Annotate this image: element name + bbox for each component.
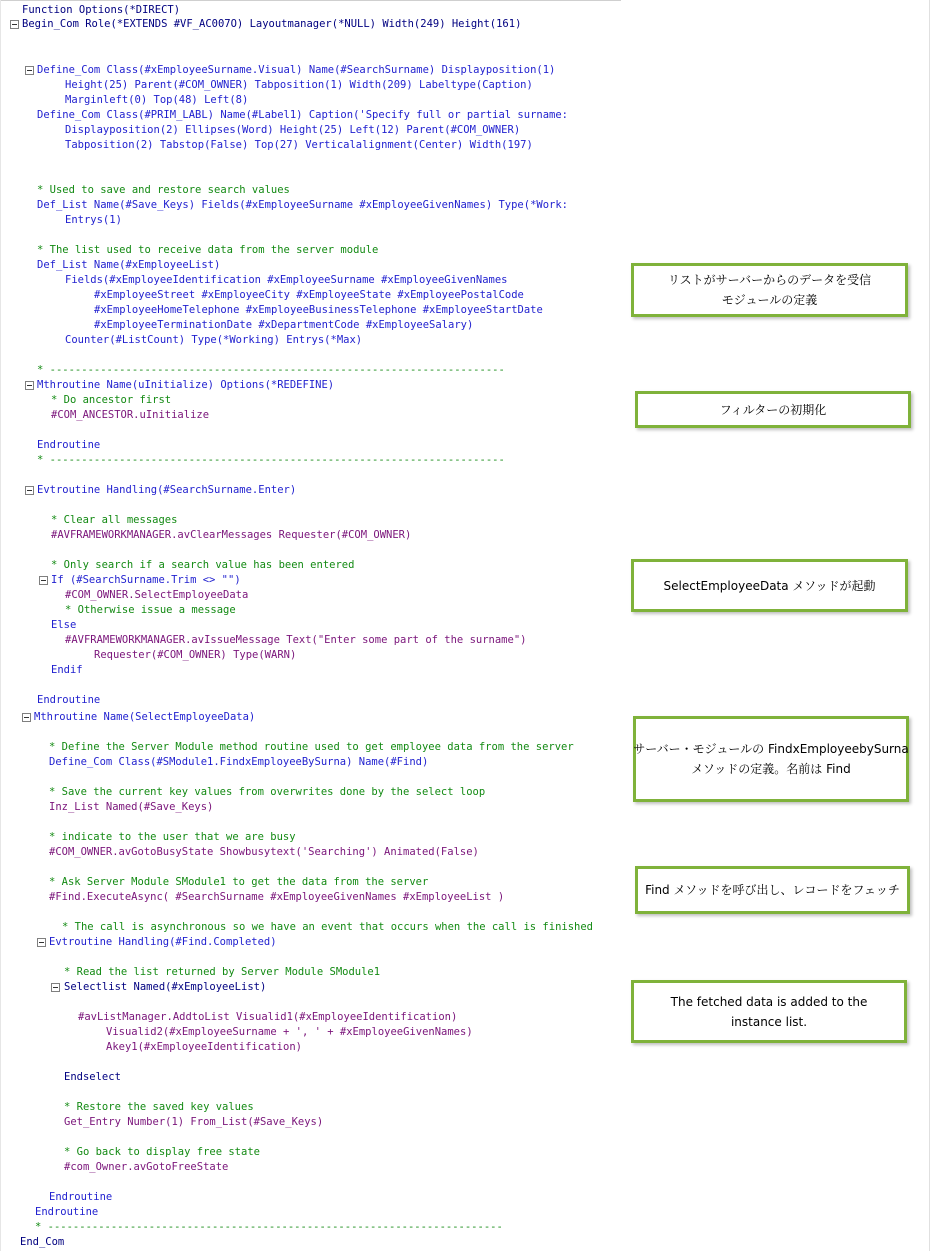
code-line[interactable] — [51, 663, 83, 678]
code-token: Fields(#xEmployeeIdentification #xEmployeeSurname #xEmployeeGivenNames — [65, 274, 508, 286]
collapse-toggle-icon[interactable] — [25, 66, 34, 75]
fold-gutter — [0, 0, 1, 1251]
code-line[interactable] — [64, 1100, 254, 1115]
code-line[interactable] — [37, 198, 568, 213]
code-line[interactable] — [65, 633, 526, 648]
collapse-toggle-icon[interactable] — [25, 381, 34, 390]
code-token: * Save the current key values from overwrites done by the select loop — [49, 786, 486, 798]
code-token: * ------------------------------------------------------------------------ — [37, 364, 505, 376]
code-line[interactable] — [49, 800, 213, 815]
code-line[interactable] — [65, 273, 508, 288]
collapse-toggle-icon[interactable] — [37, 938, 46, 947]
code-line[interactable] — [64, 1160, 228, 1175]
code-token: Mthroutine Name(uInitialize) Options(*REDEFINE) — [37, 379, 335, 391]
code-token: Akey1(#xEmployeeIdentification) — [106, 1041, 302, 1053]
code-line[interactable] — [22, 3, 180, 18]
code-line[interactable] — [65, 123, 520, 138]
code-line[interactable] — [51, 528, 411, 543]
code-token: Get_Entry Number(1) From_List(#Save_Keys) — [64, 1116, 324, 1128]
code-token: Marginleft(0) Top(48) Left(8) — [65, 94, 249, 106]
code-line[interactable] — [64, 965, 380, 980]
code-line[interactable] — [49, 935, 277, 950]
code-line[interactable] — [49, 830, 296, 845]
callout-find-method-definition — [633, 716, 909, 802]
code-line[interactable] — [65, 588, 248, 603]
code-token: * Restore the saved key values — [64, 1101, 254, 1113]
code-line[interactable] — [64, 980, 266, 995]
collapse-toggle-icon[interactable] — [10, 20, 19, 29]
code-line[interactable] — [37, 693, 100, 708]
code-token: * Used to save and restore search values — [37, 184, 290, 196]
code-token: #COM_OWNER.SelectEmployeeData — [65, 589, 249, 601]
code-token: If (#SearchSurname.Trim <> "") — [51, 574, 241, 586]
code-token: #xEmployeeStreet #xEmployeeCity #xEmployeeState #xEmployeePostalCode — [94, 289, 524, 301]
code-line[interactable] — [78, 1010, 457, 1025]
code-line[interactable] — [94, 303, 543, 318]
code-line[interactable] — [49, 755, 428, 770]
code-line[interactable] — [37, 63, 555, 78]
code-token: Evtroutine Handling(#Find.Completed) — [49, 936, 277, 948]
code-line[interactable] — [106, 1040, 302, 1055]
callout-text-line: リストがサーバーからのデータを受信 — [667, 273, 872, 287]
callout-text-line: モジュールの定義 — [721, 293, 818, 307]
code-token: * ------------------------------------------------------------------------ — [37, 454, 505, 466]
code-line[interactable] — [49, 1190, 112, 1205]
code-token: Evtroutine Handling(#SearchSurname.Enter) — [37, 484, 297, 496]
code-line[interactable] — [51, 408, 209, 423]
callout-text-line: instance list. — [730, 1014, 808, 1029]
code-token: Define_Com Class(#SModule1.FindxEmployeeBySurna) Name(#Find) — [49, 756, 429, 768]
callout-text-line: The fetched data is added to the — [670, 994, 868, 1009]
code-token: * Define the Server Module method routine used to get employee data from the server — [49, 741, 574, 753]
code-line[interactable] — [37, 183, 290, 198]
code-token: * Read the list returned by Server Module SModule1 — [64, 966, 381, 978]
code-token: #COM_ANCESTOR.uInitialize — [51, 409, 210, 421]
callout-filter-init — [635, 391, 911, 428]
code-line[interactable] — [37, 108, 568, 123]
code-token: #com_Owner.avGotoFreeState — [64, 1161, 229, 1173]
code-token: Tabposition(2) Tabstop(False) Top(27) Verticalalignment(Center) Width(197) — [65, 139, 533, 151]
code-line[interactable] — [51, 573, 241, 588]
callout-select-employee-data — [631, 559, 908, 612]
callout-text-line: メソッドの定義。名前は Find — [691, 762, 851, 776]
collapse-toggle-icon[interactable] — [25, 486, 34, 495]
code-token: Entrys(1) — [65, 214, 122, 226]
collapse-toggle-icon[interactable] — [51, 983, 60, 992]
code-line[interactable] — [35, 1205, 98, 1220]
code-token: Endselect — [64, 1071, 121, 1083]
code-token: Define_Com Class(#xEmployeeSurname.Visual) Name(#SearchSurname) Displayposition(1) — [37, 64, 556, 76]
code-line[interactable] — [34, 710, 255, 725]
code-token: * The list used to receive data from the server module — [37, 244, 379, 256]
code-line[interactable] — [49, 845, 479, 860]
code-line[interactable] — [37, 483, 296, 498]
code-line[interactable] — [94, 318, 473, 333]
code-line[interactable] — [22, 17, 521, 32]
code-token: #xEmployeeHomeTelephone #xEmployeeBusinessTelephone #xEmployeeStartDate — [94, 304, 543, 316]
code-line[interactable] — [65, 603, 236, 618]
code-token: #AVFRAMEWORKMANAGER.avIssueMessage Text("Enter some part of the surname") — [65, 634, 527, 646]
code-token: * ------------------------------------------------------------------------ — [35, 1221, 503, 1233]
code-token: Selectlist Named(#xEmployeeList) — [64, 981, 267, 993]
code-line[interactable] — [64, 1115, 323, 1130]
code-line[interactable] — [51, 513, 177, 528]
code-token: #xEmployeeTerminationDate #xDepartmentCode #xEmployeeSalary) — [94, 319, 474, 331]
code-line[interactable] — [37, 453, 505, 468]
code-line[interactable] — [37, 438, 100, 453]
code-line[interactable] — [51, 558, 354, 573]
code-token: Mthroutine Name(SelectEmployeeData) — [34, 711, 256, 723]
code-line[interactable] — [35, 1220, 503, 1235]
code-token: #COM_OWNER.avGotoBusyState Showbusytext('Searching') Animated(False) — [49, 846, 479, 858]
code-token: * Ask Server Module SModule1 to get the data from the server — [49, 876, 429, 888]
code-token: #Find.ExecuteAsync( #SearchSurname #xEmployeeGivenNames #xEmployeeList ) — [49, 891, 505, 903]
collapse-toggle-icon[interactable] — [22, 713, 31, 722]
code-token: Inz_List Named(#Save_Keys) — [49, 801, 214, 813]
code-token: * Otherwise issue a message — [65, 604, 236, 616]
code-line[interactable] — [65, 93, 248, 108]
code-line[interactable] — [65, 213, 122, 228]
callout-text-line: SelectEmployeeData メソッドが起動 — [663, 578, 876, 593]
code-token: * The call is asynchronous so we have an event that occurs when the call is finished — [62, 921, 594, 933]
callout-find-call — [635, 866, 910, 914]
code-token: * Only search if a search value has been entered — [51, 559, 355, 571]
code-token: * Clear all messages — [51, 514, 178, 526]
code-token: * Do ancestor first — [51, 394, 172, 406]
code-token: #AVFRAMEWORKMANAGER.avClearMessages Requester(#COM_OWNER) — [51, 529, 412, 541]
code-line[interactable] — [37, 243, 378, 258]
code-token: Endroutine — [35, 1206, 99, 1218]
code-token: * indicate to the user that we are busy — [49, 831, 296, 843]
code-token: Height(25) Parent(#COM_OWNER) Tabposition(1) Width(209) Labeltype(Caption) — [65, 79, 533, 91]
callout-text-line: フィルターの初期化 — [719, 402, 827, 417]
code-token: End_Com — [20, 1236, 65, 1248]
code-line[interactable] — [37, 363, 505, 378]
code-token: Endif — [51, 664, 83, 676]
callout-fetched-data — [631, 980, 907, 1043]
code-line[interactable] — [94, 648, 296, 663]
code-line[interactable] — [49, 890, 504, 905]
code-token: * Go back to display free state — [64, 1146, 260, 1158]
callout-list-definition — [631, 263, 908, 317]
code-line[interactable] — [37, 378, 334, 393]
code-line[interactable] — [37, 258, 220, 273]
code-line[interactable] — [49, 740, 574, 755]
callout-text-line: サーバー・モジュールの FindxEmployeebySurna — [633, 742, 909, 756]
code-token: Begin_Com Role(*EXTENDS #VF_AC007O) Layoutmanager(*NULL) Width(249) Height(161) — [22, 18, 522, 30]
code-token: Endroutine — [49, 1191, 113, 1203]
code-token: Def_List Name(#Save_Keys) Fields(#xEmployeeSurname #xEmployeeGivenNames) Type(*Work: — [37, 199, 569, 211]
code-token: Endroutine — [37, 694, 101, 706]
code-line[interactable] — [64, 1145, 260, 1160]
code-token: Displayposition(2) Ellipses(Word) Height(25) Left(12) Parent(#COM_OWNER) — [65, 124, 521, 136]
code-line[interactable] — [65, 138, 533, 153]
code-line[interactable] — [106, 1025, 473, 1040]
code-line[interactable] — [20, 1235, 64, 1250]
code-token: Counter(#ListCount) Type(*Working) Entrys(*Max) — [65, 334, 363, 346]
code-token: Def_List Name(#xEmployeeList) — [37, 259, 221, 271]
code-line[interactable] — [49, 785, 485, 800]
code-line[interactable] — [65, 333, 362, 348]
code-line[interactable] — [65, 78, 533, 93]
code-token: Requester(#COM_OWNER) Type(WARN) — [94, 649, 297, 661]
code-line[interactable] — [62, 920, 593, 935]
callout-text-line: Find メソッドを呼び出し、レコードをフェッチ — [645, 883, 900, 897]
code-line[interactable] — [94, 288, 524, 303]
code-line[interactable] — [51, 618, 76, 633]
code-token: Else — [51, 619, 77, 631]
code-token: Function Options(*DIRECT) — [22, 4, 181, 16]
editor-top-border — [0, 0, 621, 1]
code-token: Endroutine — [37, 439, 101, 451]
code-token: #avListManager.AddtoList Visualid1(#xEmployeeIdentification) — [78, 1011, 458, 1023]
code-line[interactable] — [64, 1070, 121, 1085]
code-line[interactable] — [49, 875, 428, 890]
code-token: Define_Com Class(#PRIM_LABL) Name(#Label1) Caption('Specify full or partial surname: — [37, 109, 569, 121]
collapse-toggle-icon[interactable] — [39, 576, 48, 585]
code-token: Visualid2(#xEmployeeSurname + ', ' + #xEmployeeGivenNames) — [106, 1026, 473, 1038]
code-line[interactable] — [51, 393, 171, 408]
